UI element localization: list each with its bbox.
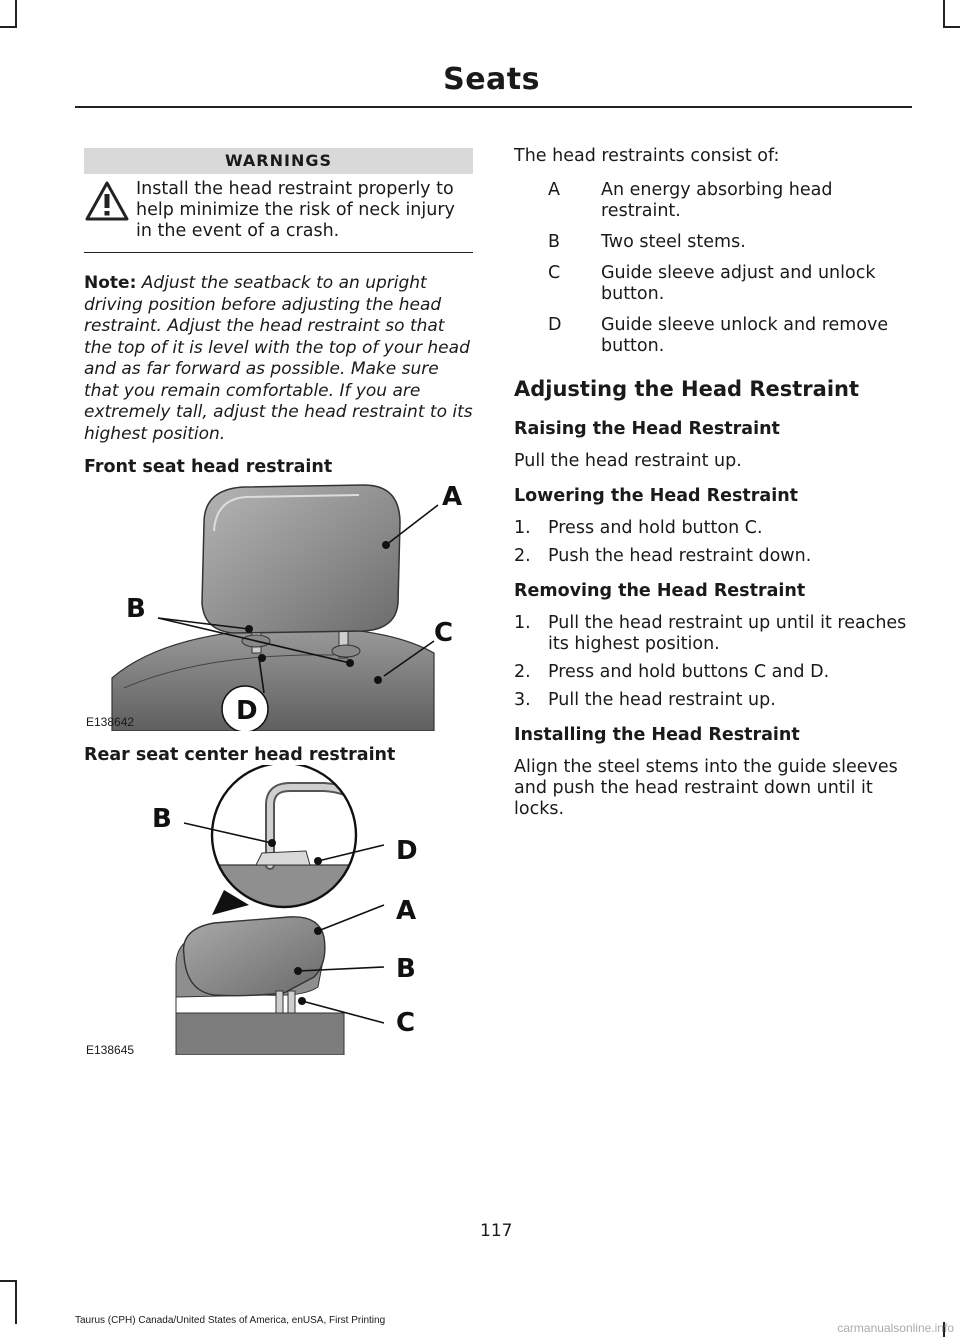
list-item: [548, 232, 910, 253]
step-text: Pull the head restraint up.: [548, 690, 776, 710]
step-text: Pull the head restraint up until it reaches its highest position.: [548, 613, 907, 654]
raising-heading: Raising the Head Restraint: [514, 419, 780, 439]
rear-figure-caption: Rear seat center head restraint: [84, 745, 396, 765]
page-title: Seats: [443, 62, 540, 97]
part-letter: C: [548, 263, 561, 283]
list-item: [548, 263, 910, 305]
note-label: Note:: [84, 273, 137, 293]
label-c: C: [434, 618, 454, 648]
warning-triangle-icon: [84, 179, 136, 242]
parts-intro: The head restraints consist of:: [514, 146, 780, 166]
part-letter: A: [548, 180, 560, 200]
watermark: carmanualsonline.info: [837, 1321, 954, 1335]
installing-heading: Installing the Head Restraint: [514, 725, 800, 745]
label-b-bottom: B: [396, 954, 416, 984]
part-text: Guide sleeve adjust and unlock button.: [601, 263, 876, 304]
lowering-heading: Lowering the Head Restraint: [514, 486, 799, 506]
crop-mark: [0, 26, 15, 28]
rear-head-restraint-illustration: [84, 765, 473, 1055]
rear-figure-id: E138645: [86, 1043, 135, 1057]
front-figure-caption: Front seat head restraint: [84, 457, 333, 477]
step-number: 1.: [514, 613, 531, 633]
label-c: C: [396, 1008, 416, 1038]
lowering-steps: [514, 518, 910, 567]
title-divider: [75, 106, 912, 108]
parts-list: [548, 180, 910, 357]
step-number: 1.: [514, 518, 531, 538]
page-number: 117: [480, 1221, 513, 1241]
crop-mark: [943, 0, 945, 28]
label-a: A: [442, 483, 463, 512]
warning-text: Install the head restraint properly to help minimize the risk of neck injury in the event of a crash.: [136, 179, 455, 241]
rear-head-restraint-figure: [84, 765, 473, 1055]
removing-heading: Removing the Head Restraint: [514, 581, 806, 601]
note-text: Adjust the seatback to an upright driving position before adjusting the head restraint. Adjust the head restraint so that the top of it is level with the top of your head and as far forward as possible. Make sure that you remain comfortable. If you are extremely tall, adjust the head restraint to its highest position.: [84, 273, 473, 444]
list-item: [514, 662, 910, 683]
note-paragraph: [84, 273, 473, 445]
part-text: Guide sleeve unlock and remove button.: [601, 315, 889, 356]
label-b: B: [126, 594, 146, 624]
step-text: Press and hold button C.: [548, 518, 763, 538]
warnings-heading: WARNINGS: [84, 148, 473, 174]
list-item: [548, 180, 910, 222]
list-item: [514, 690, 910, 711]
installing-text: Align the steel stems into the guide sleeves and push the head restraint down until it locks.: [514, 757, 898, 819]
part-letter: D: [548, 315, 562, 335]
right-column: [514, 146, 910, 834]
part-text: An energy absorbing head restraint.: [601, 180, 833, 221]
adjusting-heading: Adjusting the Head Restraint: [514, 377, 860, 401]
part-text: Two steel stems.: [601, 232, 746, 252]
part-letter: B: [548, 232, 561, 252]
step-number: 2.: [514, 546, 531, 566]
removing-steps: [514, 613, 910, 711]
crop-mark: [15, 1280, 17, 1324]
step-number: 3.: [514, 690, 531, 710]
left-column: [84, 148, 473, 1055]
crop-mark: [15, 0, 17, 28]
raising-text: Pull the head restraint up.: [514, 451, 742, 471]
label-b-top: B: [152, 804, 172, 834]
list-item: [514, 546, 910, 567]
front-head-restraint-figure: [84, 483, 473, 731]
list-item: [514, 518, 910, 539]
list-item: [548, 315, 910, 357]
step-text: Push the head restraint down.: [548, 546, 812, 566]
label-d: D: [396, 836, 418, 866]
step-text: Press and hold buttons C and D.: [548, 662, 830, 682]
list-item: [514, 613, 910, 655]
label-d: D: [236, 696, 258, 726]
crop-mark: [0, 1280, 15, 1282]
label-a: A: [396, 896, 417, 926]
step-number: 2.: [514, 662, 531, 682]
warning-box: [84, 174, 473, 253]
front-figure-id: E138642: [86, 715, 135, 729]
front-head-restraint-illustration: [84, 483, 473, 731]
footer-text: Taurus (CPH) Canada/United States of America, enUSA, First Printing: [75, 1315, 386, 1326]
crop-mark: [945, 26, 960, 28]
